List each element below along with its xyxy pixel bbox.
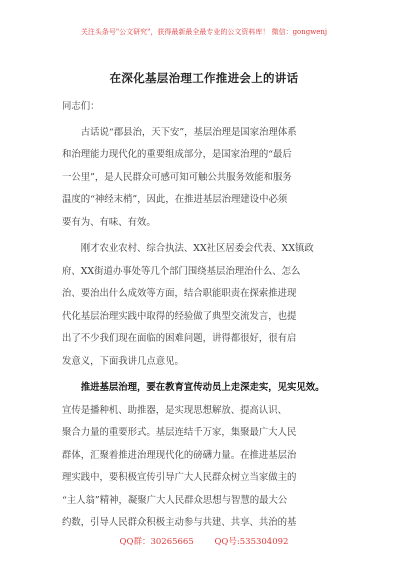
- paragraph-2: [62, 238, 356, 373]
- document-title: 在深化基层治理工作推进会上的讲话: [109, 71, 299, 85]
- paragraph-line: 和治理能力现代化的重要组成部分，是国家治理的“最后: [62, 149, 292, 160]
- paragraph-line: 约数，引导人民群众积极主动参与共建、共享、共治的基: [62, 517, 297, 528]
- paragraph-line: 发意义，下面我讲几点意见。: [62, 355, 184, 367]
- paragraph-line: 理实践中，要积极宣传引导广大人民群众树立当家做主的: [62, 472, 297, 483]
- paragraph-line: 一公里”，是人民群众可感可知可触公共服务效能和服务: [62, 171, 292, 183]
- paragraph-line: 古话说“郡县治，天下安”，基层治理是国家治理体系: [80, 126, 297, 138]
- paragraph-line: 温度的“神经末梢”，因此，在推进基层治理建设中必须: [62, 194, 288, 205]
- paragraph-1: [62, 122, 356, 235]
- paragraph-line: 府、XX街道办事处等几个部门围绕基层治理治什么、怎么: [62, 265, 301, 277]
- paragraph-lead-sentence: 推进基层治理，要在教育宣传动员上走深走实，见实见效。: [80, 382, 325, 393]
- paragraph-line: 聚合力量的重要形式。基层连结千万家，集聚最广大人民: [62, 427, 297, 438]
- paragraph-line: 宣传是播种机、助推器，是实现思想解放、提高认识、: [62, 404, 288, 416]
- header-note: 关注头条号"公文研究"，获得最新最全最专业的公文资料库！ 微信：gongwenj: [80, 28, 328, 36]
- salutation: 同志们：: [62, 101, 100, 112]
- paragraph-line: 出了不少我们现在面临的困难问题，讲得都很好，很有启: [62, 333, 297, 344]
- qq-group-text: QQ群：30265665: [119, 537, 194, 547]
- document-body: [62, 96, 356, 539]
- paragraph-line: 群体，汇聚着推进治理现代化的磅礴力量。在推进基层治: [62, 449, 297, 461]
- paragraph-line: “主人翁”精神，凝聚广大人民群众思想与智慧的最大公: [62, 494, 288, 506]
- paragraph-line: 治、要治出什么成效等方面，结合职能职责在探索推进现: [62, 288, 297, 299]
- paragraph-3: [62, 377, 356, 535]
- footer-note: [0, 535, 408, 547]
- paragraph-line: 要有为、有味、有效。: [62, 216, 156, 228]
- paragraph-line: 刚才农业农村、综合执法、XX社区居委会代表、XX镇政: [80, 243, 314, 254]
- qq-number-text: QQ号:535304092: [214, 537, 289, 547]
- paragraph-line: 代化基层治理实践中取得的经验做了典型交流发言，也提: [62, 310, 297, 322]
